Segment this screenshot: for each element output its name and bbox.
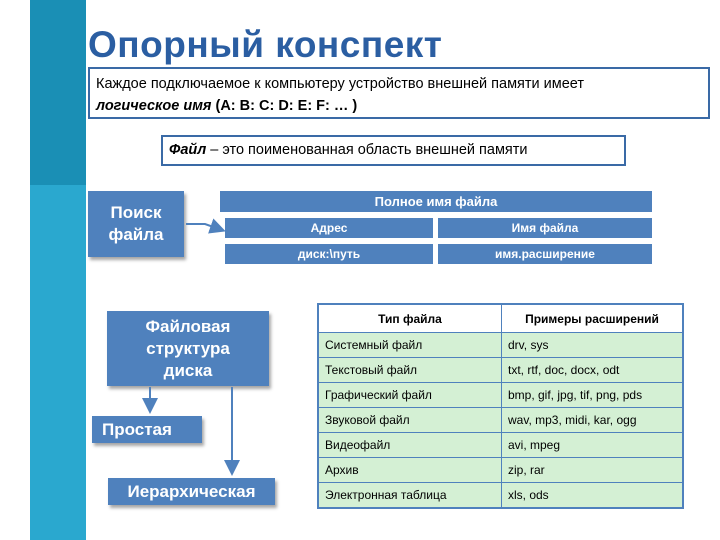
table-row bbox=[318, 483, 683, 509]
file-structure-line2: структура bbox=[146, 339, 230, 358]
header-extensions: Примеры расширений bbox=[502, 304, 684, 333]
filename-label: Имя файла bbox=[438, 218, 652, 238]
file-structure-line3: диска bbox=[163, 361, 213, 380]
extensions-cell: txt, rtf, doc, docx, odt bbox=[502, 358, 684, 383]
address-value: диск:\путь bbox=[225, 244, 433, 264]
filename-value: имя.расширение bbox=[438, 244, 652, 264]
table-header-row bbox=[318, 304, 683, 333]
logical-name-line1: Каждое подключаемое к компьютеру устройство внешней памяти имеет bbox=[96, 76, 585, 92]
file-type-cell: Электронная таблица bbox=[318, 483, 502, 509]
address-label: Адрес bbox=[225, 218, 433, 238]
file-type-cell: Видеофайл bbox=[318, 433, 502, 458]
extensions-cell: zip, rar bbox=[502, 458, 684, 483]
table-row bbox=[318, 458, 683, 483]
file-type-cell: Системный файл bbox=[318, 333, 502, 358]
file-type-cell: Графический файл bbox=[318, 383, 502, 408]
file-definition: – это поименованная область внешней памяти bbox=[210, 142, 528, 158]
file-search-line2: файла bbox=[108, 225, 164, 244]
table-row bbox=[318, 408, 683, 433]
drive-letters: (А: В: С: D: E: F: … ) bbox=[215, 98, 358, 114]
file-type-cell: Архив bbox=[318, 458, 502, 483]
table-row bbox=[318, 358, 683, 383]
file-search-line1: Поиск bbox=[110, 203, 162, 222]
full-filename-header: Полное имя файла bbox=[220, 191, 652, 212]
extensions-cell: drv, sys bbox=[502, 333, 684, 358]
search-arrow bbox=[186, 224, 222, 230]
table-row bbox=[318, 383, 683, 408]
extensions-cell: bmp, gif, jpg, tif, png, pds bbox=[502, 383, 684, 408]
table-row bbox=[318, 333, 683, 358]
extensions-cell: wav, mp3, midi, kar, ogg bbox=[502, 408, 684, 433]
extensions-cell: avi, mpeg bbox=[502, 433, 684, 458]
file-type-cell: Звуковой файл bbox=[318, 408, 502, 433]
header-file-type: Тип файла bbox=[318, 304, 502, 333]
extensions-cell: xls, ods bbox=[502, 483, 684, 509]
simple-structure-box: Простая bbox=[92, 416, 202, 443]
table-row bbox=[318, 433, 683, 458]
page-title: Опорный конспект bbox=[88, 24, 443, 65]
file-term: Файл bbox=[169, 142, 207, 158]
file-structure-line1: Файловая bbox=[145, 317, 231, 336]
hierarchical-structure-box: Иерархическая bbox=[108, 478, 275, 505]
file-types-table bbox=[317, 303, 684, 509]
file-type-cell: Текстовый файл bbox=[318, 358, 502, 383]
logical-name-term: логическое имя bbox=[96, 98, 212, 114]
